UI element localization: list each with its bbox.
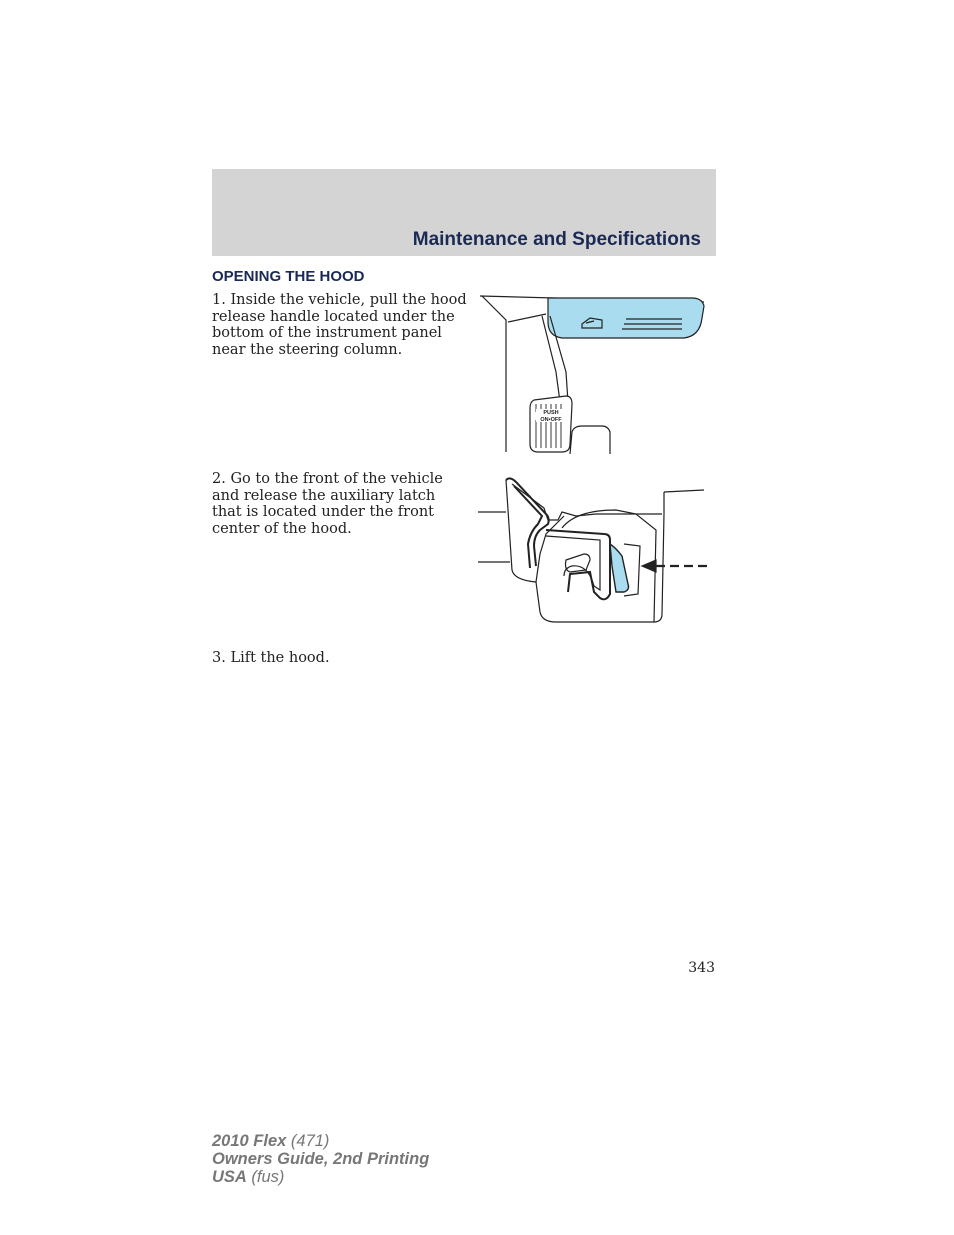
arrow-icon [642, 560, 708, 572]
step-3-text: 3. Lift the hood. [212, 650, 330, 666]
footer-line-3: USA (fus) [212, 1168, 285, 1186]
pedal-label-onoff: ON•OFF [540, 417, 562, 423]
header-band [212, 169, 716, 256]
section-heading: OPENING THE HOOD [212, 268, 365, 285]
footer-line-2: Owners Guide, 2nd Printing [212, 1150, 430, 1168]
step-1-text: 1. Inside the vehicle, pull the hood release handle located under the bottom of the instrument panel near the steering column. [212, 292, 467, 358]
page-number: 343 [688, 960, 715, 976]
footer-line-1: 2010 Flex (471) [212, 1132, 330, 1150]
page-section-title: Maintenance and Specifications [412, 229, 701, 250]
auxiliary-latch-illustration [476, 474, 712, 630]
footer [212, 1132, 429, 1186]
pedal-label-push: PUSH [543, 410, 559, 416]
step-2-text: 2. Go to the front of the vehicle and release the auxiliary latch that is located under the front center of the hood. [212, 471, 443, 537]
hood-release-illustration [476, 292, 708, 456]
